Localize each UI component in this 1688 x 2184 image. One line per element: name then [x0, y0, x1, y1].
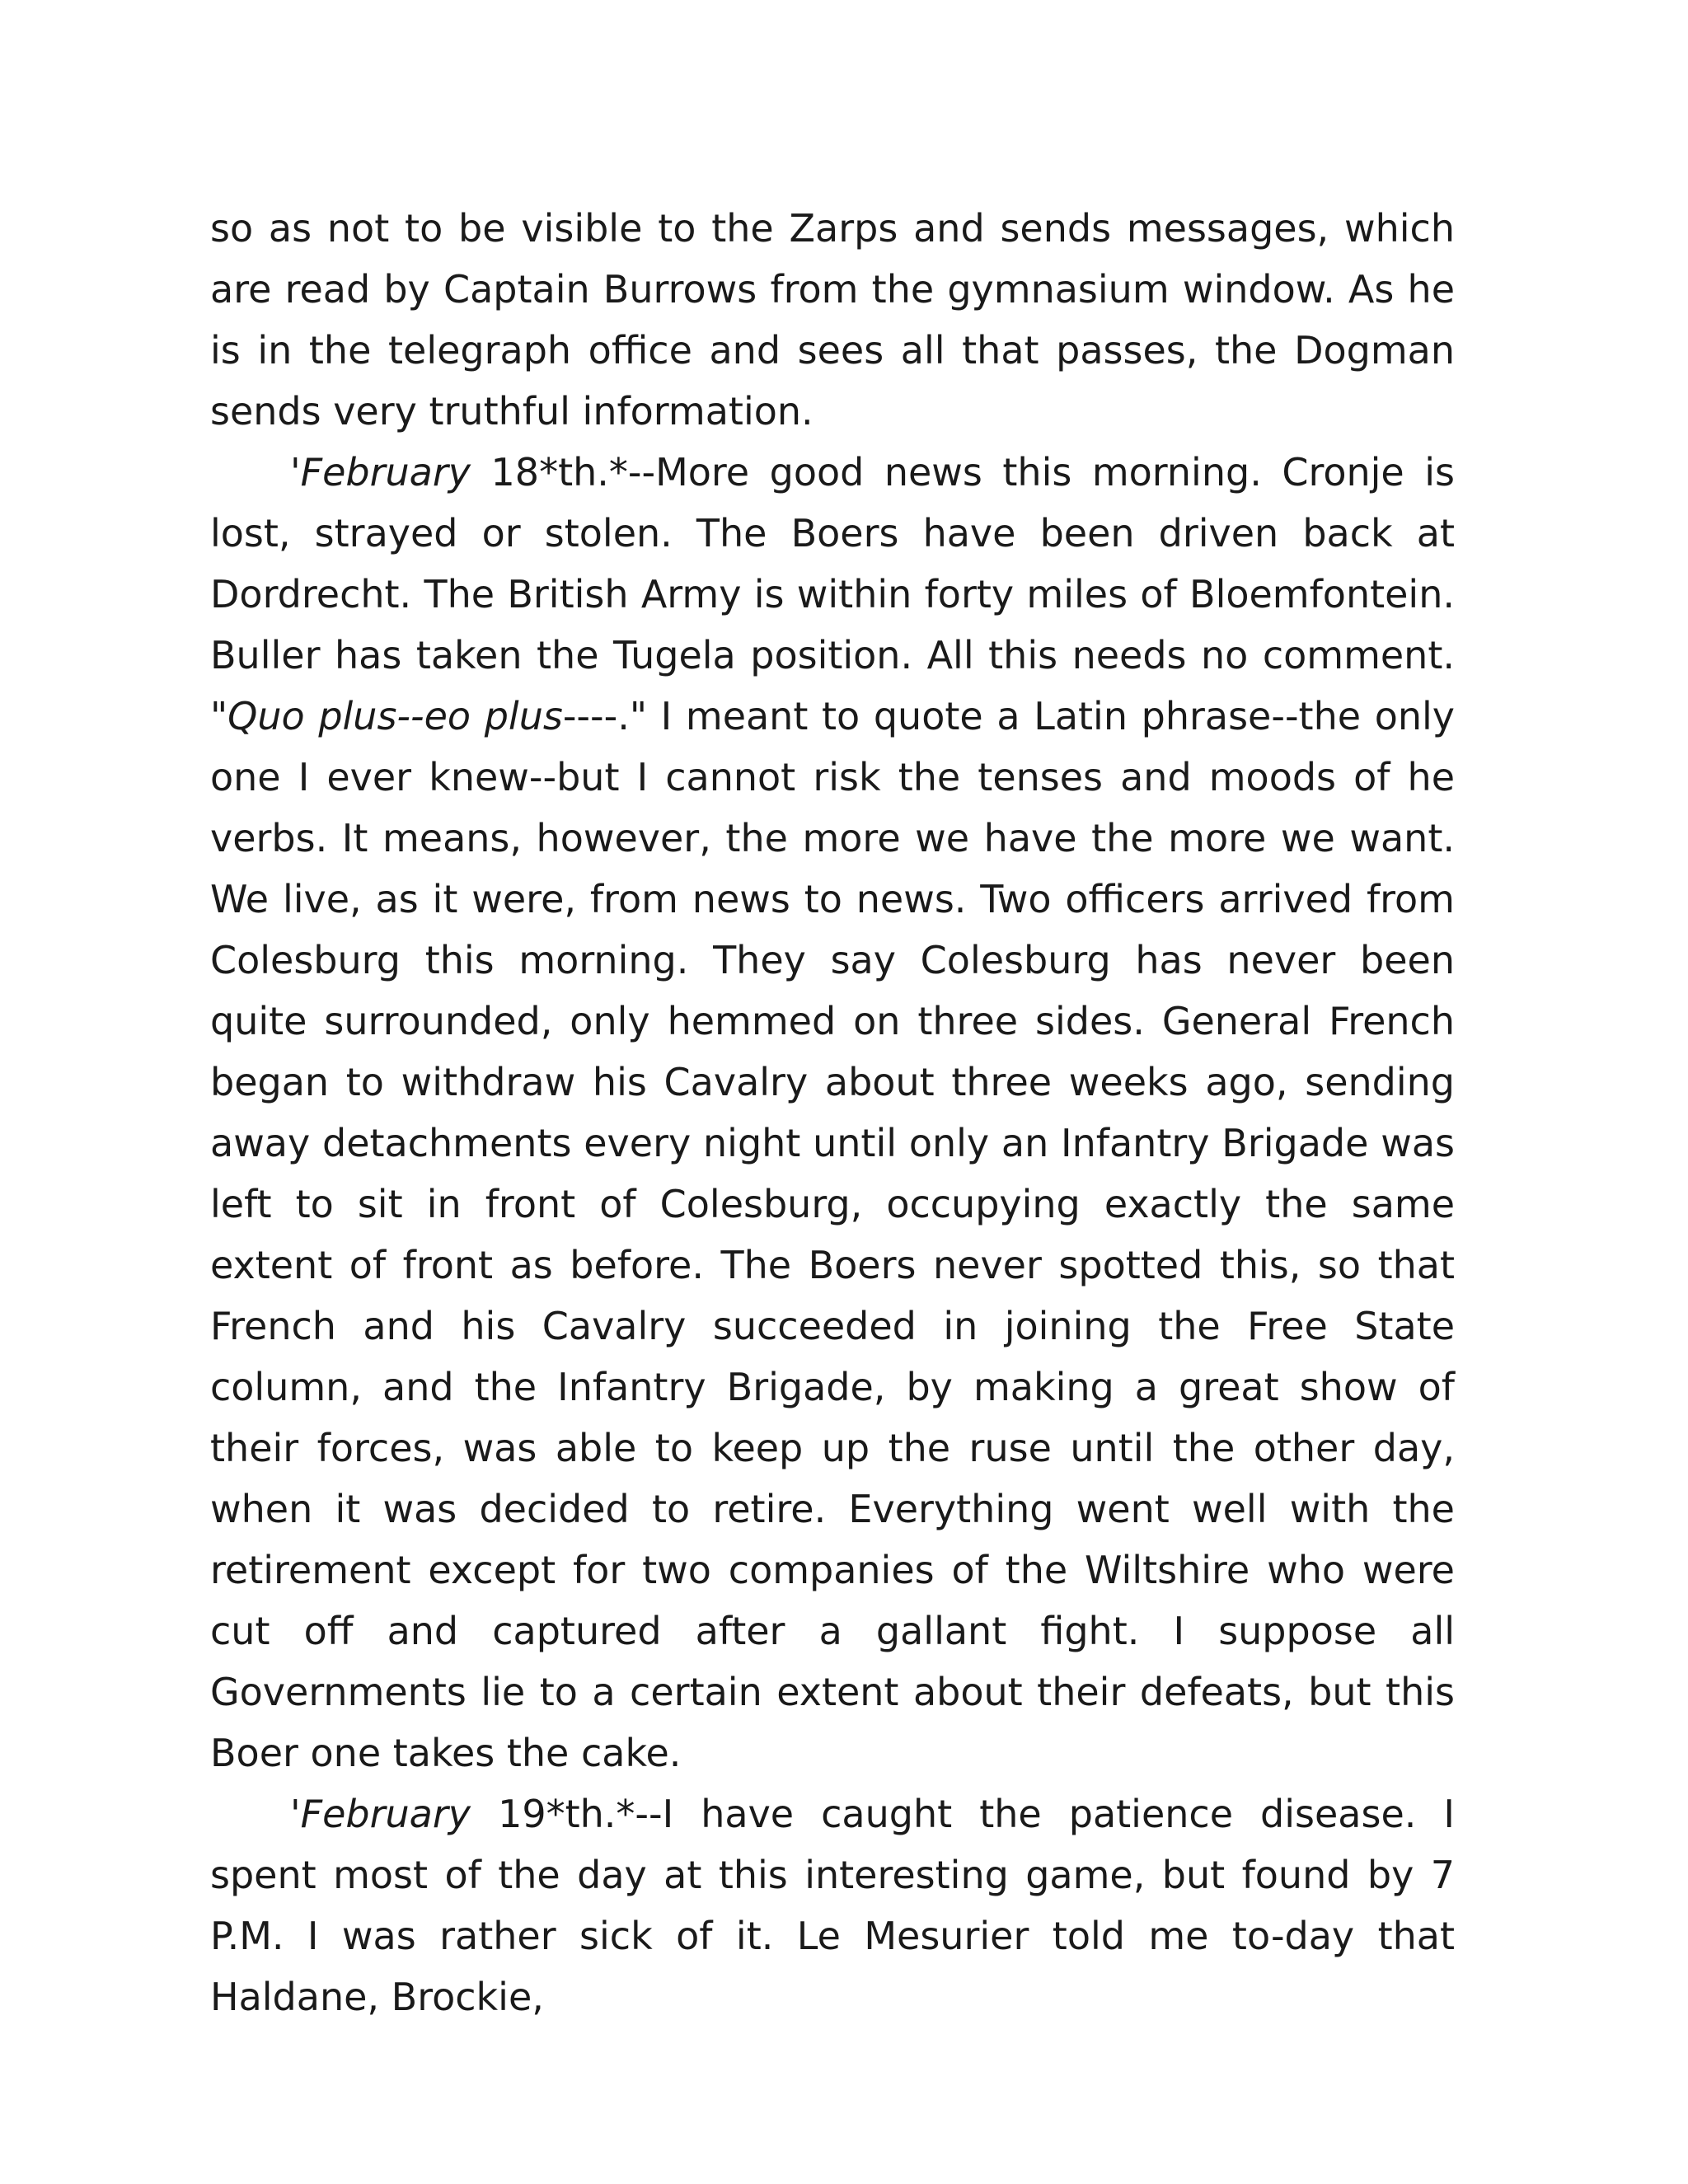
paragraph-continuation: so as not to be visible to the Zarps and sends messages, which are read by Captain Burrows from the gymnasium window. As he is in the telegraph office and sees all that passes, the Dogman sends very truthful information. — [210, 206, 1455, 434]
paragraph-february-19 — [210, 1783, 1455, 2027]
paragraph-february-18 — [210, 442, 1455, 1783]
opening-quote: ' — [290, 450, 301, 494]
latin-phrase-italic: Quo plus--eo plus — [227, 694, 563, 738]
entry-text: 19*th.*--I have caught the patience disease. I spent most of the day at this interesting game, but found by 7 P.M. I was rather sick of it. Le Mesurier told me to-day that Haldane, Brockie, — [210, 1792, 1455, 2019]
entry-text-part-1: 18*th.*--More good news this morning. Cronje is lost, strayed or stolen. The Boers have been driven back at Dordrecht. The British Army is within forty miles of Bloemfontein. Buller has taken the Tugela position. All this needs no comment. " — [210, 450, 1455, 738]
opening-quote: ' — [290, 1792, 301, 1836]
entry-text-part-2: ----." I meant to quote a Latin phrase--the only one I ever knew--but I cannot risk the tenses and moods of he verbs. It means, however, the more we have the more we want. We live, as it were, from news to news. Two officers arrived from Colesburg this morning. They say Colesburg has never been quite surrounded, only hemmed on three sides. General French began to withdraw his Cavalry about three weeks ago, sending away detachments every night until only an Infantry Brigade was left to sit in front of Colesburg, occupying exactly the same extent of front as before. The Boers never spotted this, so that French and his Cavalry succeeded in joining the Free State column, and the Infantry Brigade, by making a great show of their forces, was able to keep up the ruse until the other day, when it was decided to retire. Everything went well with the retirement except for two companies of the Wiltshire who were cut off and captured after a gallant fight. I suppose all Governments lie to a certain extent about their defeats, but this Boer one takes the cake. — [210, 694, 1455, 1775]
body-text — [210, 198, 1455, 2027]
date-month-italic: February — [300, 450, 471, 494]
date-month-italic: February — [300, 1792, 471, 1836]
